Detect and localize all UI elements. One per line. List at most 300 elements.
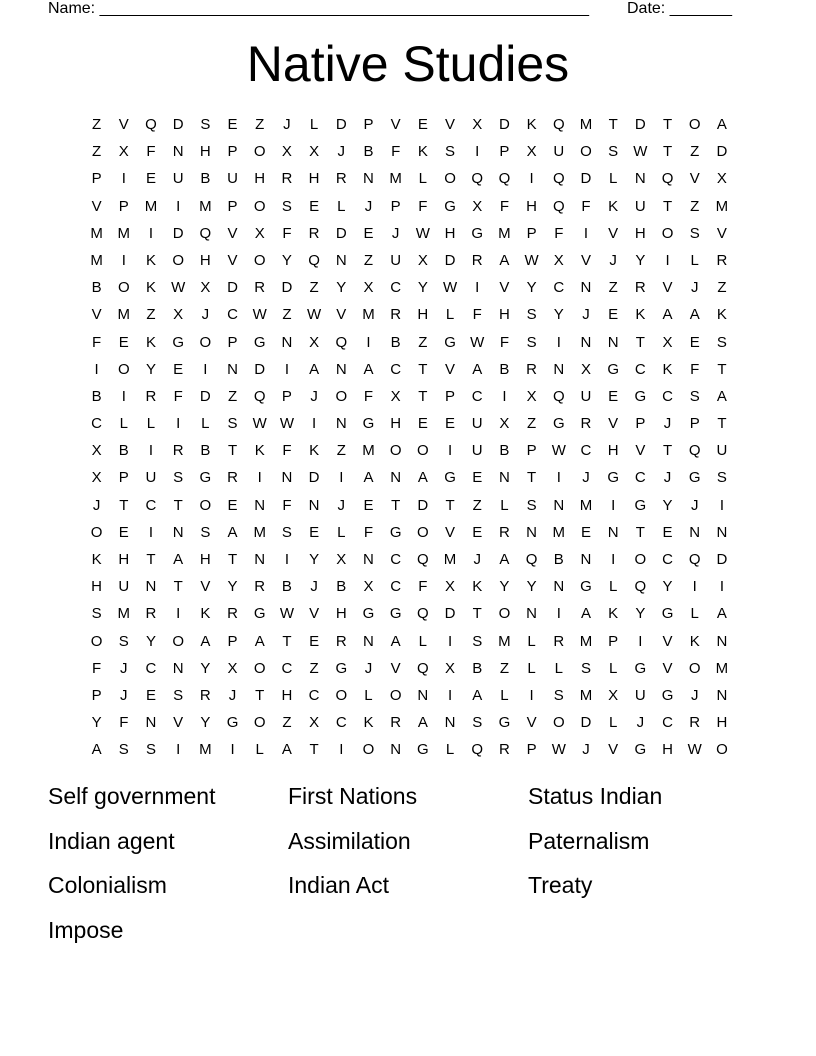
grid-letter: C [145, 496, 157, 514]
grid-letter: U [471, 442, 483, 460]
grid-letter: Z [418, 333, 428, 351]
grid-letter: D [335, 224, 347, 242]
grid-letter: N [607, 333, 619, 351]
grid-letter: X [91, 442, 102, 460]
grid-letter: S [580, 659, 591, 677]
grid-letter: L [119, 415, 128, 433]
grid-letter: E [227, 496, 238, 514]
grid-letter: L [364, 686, 373, 704]
grid-letter: H [91, 578, 103, 596]
word-list [48, 782, 768, 960]
grid-letter: Y [200, 714, 211, 732]
grid-letter: G [688, 469, 701, 487]
grid-letter: W [633, 143, 648, 161]
grid-letter: R [580, 415, 592, 433]
grid-letter: W [470, 333, 485, 351]
grid-letter: Y [145, 360, 156, 378]
grid-letter: D [417, 496, 429, 514]
grid-letter: I [447, 632, 453, 650]
grid-letter: J [283, 116, 291, 133]
grid-letter: A [200, 632, 211, 650]
grid-letter: J [310, 387, 318, 405]
grid-letter: P [526, 741, 537, 759]
grid-letter: X [553, 251, 564, 269]
grid-letter: E [145, 170, 156, 188]
grid-letter: E [689, 333, 700, 351]
grid-letter: Q [417, 659, 429, 677]
grid-letter: S [91, 605, 102, 623]
grid-letter: Z [363, 251, 374, 269]
grid-letter: N [172, 523, 184, 541]
grid-letter: B [363, 143, 374, 161]
grid-letter: S [118, 741, 129, 759]
grid-letter: K [526, 116, 537, 133]
grid-letter: S [689, 387, 700, 405]
grid-letter: G [580, 578, 592, 596]
grid-letter: S [118, 632, 129, 650]
grid-letter: A [472, 686, 483, 704]
grid-letter: T [662, 143, 673, 161]
grid-letter: S [145, 741, 156, 759]
grid-letter: B [200, 170, 211, 188]
grid-letter: P [227, 632, 238, 650]
grid-letter: V [635, 442, 646, 460]
grid-letter: Z [309, 659, 319, 677]
grid-letter: O [253, 143, 266, 161]
grid-letter: M [90, 224, 103, 242]
grid-letter: Z [227, 387, 238, 405]
grid-letter: V [445, 523, 456, 541]
grid-letter: I [176, 197, 181, 215]
grid-letter: K [200, 605, 211, 623]
grid-letter: T [309, 741, 319, 759]
grid-letter: T [227, 442, 238, 460]
grid-letter: X [281, 143, 292, 161]
grid-letter: Z [608, 279, 618, 297]
grid-letter: Y [309, 551, 320, 568]
grid-letter: I [176, 415, 181, 433]
grid-letter: D [227, 279, 238, 297]
grid-letter: I [447, 442, 453, 460]
grid-letter: K [363, 714, 374, 732]
grid-letter: K [635, 306, 646, 324]
grid-letter: E [363, 224, 374, 242]
grid-letter: X [336, 551, 347, 568]
grid-letter: T [662, 197, 673, 215]
grid-letter: K [662, 360, 673, 378]
grid-letter: G [389, 605, 402, 623]
grid-letter: Z [146, 306, 156, 324]
grid-letter: J [609, 251, 617, 269]
grid-letter: F [581, 197, 591, 215]
grid-letter: B [118, 442, 129, 460]
grid-letter: T [418, 387, 428, 405]
grid-letter: N [335, 415, 347, 433]
grid-letter: J [690, 496, 699, 514]
grid-letter: A [363, 360, 374, 378]
grid-letter: N [553, 496, 565, 514]
grid-letter: X [716, 170, 727, 188]
grid-letter: Z [472, 496, 482, 514]
grid-letter: R [227, 469, 238, 487]
grid-letter: R [498, 523, 510, 541]
grid-letter: L [146, 415, 156, 433]
grid-letter: G [226, 714, 239, 732]
grid-letter: I [583, 224, 589, 242]
grid-letter: T [255, 686, 265, 704]
grid-letter: G [389, 523, 402, 541]
grid-letter: R [335, 632, 347, 650]
grid-letter: A [91, 741, 102, 759]
grid-letter: X [390, 387, 401, 405]
grid-letter: A [499, 251, 510, 269]
grid-letter: F [146, 143, 156, 161]
grid-letter: I [339, 741, 344, 759]
grid-letter: T [227, 551, 238, 568]
grid-letter: P [91, 686, 102, 704]
grid-letter: D [172, 224, 184, 242]
grid-letter: A [580, 605, 591, 623]
grid-letter: K [145, 333, 156, 351]
grid-letter: Z [309, 279, 319, 297]
grid-letter: I [148, 523, 154, 541]
grid-letter: I [665, 251, 670, 269]
grid-letter: A [390, 632, 401, 650]
grid-letter: H [444, 224, 456, 242]
word-list-item: First Nations [288, 783, 418, 809]
grid-letter: M [362, 442, 375, 460]
word-list-item: Paternalism [528, 827, 650, 854]
grid-letter: N [281, 469, 293, 487]
grid-letter: P [227, 197, 238, 215]
grid-letter: J [690, 686, 699, 704]
grid-letter: Q [417, 605, 429, 623]
grid-letter: J [120, 686, 128, 704]
grid-letter: I [502, 387, 507, 405]
word-list-item: Indian agent [48, 827, 175, 854]
grid-letter: A [281, 741, 292, 759]
grid-letter: C [634, 360, 646, 378]
grid-letter: E [118, 333, 129, 351]
grid-letter: P [526, 224, 537, 242]
grid-letter: X [526, 143, 537, 161]
grid-letter: D [716, 551, 728, 568]
grid-letter: Y [145, 632, 156, 650]
grid-letter: L [690, 605, 699, 623]
grid-letter: G [634, 741, 647, 759]
grid-letter: N [281, 333, 293, 351]
grid-letter: N [390, 741, 402, 759]
grid-letter: T [717, 360, 727, 378]
grid-letter: U [471, 415, 483, 433]
grid-letter: M [199, 197, 212, 215]
grid-letter: V [227, 224, 238, 242]
grid-letter: C [335, 714, 347, 732]
grid-letter: E [608, 387, 619, 405]
grid-letter: N [498, 469, 510, 487]
grid-letter: L [500, 496, 509, 514]
grid-letter: G [634, 659, 647, 677]
grid-letter: L [337, 523, 346, 541]
grid-letter: Z [336, 442, 346, 460]
grid-letter: R [390, 306, 402, 324]
grid-letter: Q [145, 116, 157, 133]
grid-letter: H [662, 741, 673, 759]
grid-letter: B [553, 551, 564, 568]
grid-letter: K [91, 551, 102, 568]
grid-letter: Z [717, 279, 727, 297]
grid-letter: V [716, 224, 727, 242]
grid-letter: X [662, 333, 673, 351]
letter-grid [83, 114, 736, 767]
grid-letter: S [227, 415, 238, 433]
grid-letter: W [415, 224, 430, 242]
grid-letter: R [145, 387, 157, 405]
grid-letter: N [363, 632, 374, 650]
grid-letter: Q [552, 170, 565, 188]
grid-letter: I [719, 496, 724, 514]
grid-letter: L [255, 741, 264, 759]
grid-letter: E [309, 632, 320, 650]
grid-letter: P [526, 442, 537, 460]
grid-letter: D [580, 170, 592, 188]
grid-letter: Y [281, 251, 292, 269]
grid-letter: Q [525, 551, 538, 568]
grid-letter: V [118, 116, 129, 133]
grid-letter: X [309, 143, 320, 161]
grid-letter: C [390, 551, 402, 568]
grid-letter: R [689, 714, 701, 732]
grid-letter: R [254, 578, 266, 596]
grid-letter: C [227, 306, 238, 324]
grid-letter: B [499, 442, 510, 460]
grid-letter: N [417, 686, 429, 704]
grid-letter: W [551, 741, 566, 759]
grid-letter: G [253, 605, 266, 623]
grid-letter: T [608, 116, 618, 133]
grid-letter: H [390, 415, 402, 433]
grid-letter: V [499, 279, 510, 297]
grid-letter: I [203, 360, 208, 378]
grid-letter: Z [282, 714, 292, 732]
grid-letter: W [442, 279, 458, 297]
grid-letter: S [472, 714, 483, 732]
grid-letter: T [146, 551, 156, 568]
grid-letter: I [121, 170, 126, 188]
grid-letter: E [309, 523, 320, 541]
grid-letter: K [309, 442, 320, 460]
grid-letter: J [228, 686, 237, 704]
grid-letter: L [500, 686, 509, 704]
grid-letter: S [526, 306, 537, 324]
grid-letter: G [607, 469, 619, 487]
grid-letter: I [176, 741, 181, 759]
grid-letter: Y [499, 578, 510, 596]
grid-letter: R [199, 686, 211, 704]
grid-letter: W [279, 605, 294, 623]
grid-letter: M [144, 197, 158, 215]
grid-letter: O [90, 632, 103, 650]
grid-letter: K [254, 442, 265, 460]
grid-letter: J [582, 469, 590, 487]
grid-letter: O [117, 279, 130, 297]
grid-letter: O [90, 523, 103, 541]
grid-letter: O [172, 251, 184, 269]
grid-letter: L [337, 197, 346, 215]
word-list-item: Status Indian [528, 783, 663, 809]
grid-letter: T [662, 116, 673, 133]
grid-letter: O [253, 197, 266, 215]
grid-letter: M [579, 632, 593, 650]
grid-letter: I [611, 496, 616, 514]
grid-letter: J [364, 659, 373, 677]
grid-letter: X [445, 659, 456, 677]
grid-letter: W [252, 415, 267, 433]
grid-letter: C [662, 551, 673, 568]
grid-letter: S [173, 469, 184, 487]
grid-letter: O [417, 523, 429, 541]
grid-letter: F [418, 578, 428, 596]
grid-letter: L [445, 741, 455, 759]
grid-letter: W [171, 279, 186, 297]
grid-letter: G [362, 415, 375, 433]
grid-letter: D [281, 279, 293, 297]
grid-letter: P [499, 143, 510, 161]
grid-letter: R [254, 279, 266, 297]
grid-letter: V [336, 306, 347, 324]
grid-letter: I [121, 251, 126, 269]
grid-letter: K [417, 143, 428, 161]
grid-letter: C [390, 360, 402, 378]
word-list-item: Self government [48, 783, 216, 809]
grid-letter: S [200, 116, 211, 133]
grid-letter: T [527, 469, 537, 487]
grid-letter: Q [471, 741, 484, 759]
grid-letter: G [607, 360, 619, 378]
grid-letter: U [634, 686, 646, 704]
grid-letter: S [526, 496, 537, 514]
grid-letter: E [363, 496, 374, 514]
grid-letter: Y [635, 605, 646, 623]
grid-letter: C [471, 387, 483, 405]
grid-letter: P [227, 333, 238, 351]
grid-letter: O [253, 659, 266, 677]
grid-letter: X [445, 578, 456, 596]
grid-letter: E [227, 116, 238, 133]
grid-letter: A [472, 360, 483, 378]
grid-letter: X [580, 360, 591, 378]
grid-letter: J [337, 143, 346, 161]
grid-letter: X [472, 116, 483, 133]
grid-letter: E [417, 415, 428, 433]
grid-letter: N [716, 523, 728, 541]
grid-letter: W [252, 306, 267, 324]
grid-letter: L [608, 714, 618, 732]
grid-letter: H [281, 686, 293, 704]
grid-letter: J [582, 741, 590, 759]
grid-letter: V [309, 605, 320, 623]
grid-letter: P [689, 415, 700, 433]
grid-letter: M [715, 659, 729, 677]
grid-letter: I [529, 170, 534, 188]
grid-letter: O [335, 387, 348, 405]
grid-letter: U [580, 387, 592, 405]
grid-letter: S [445, 143, 456, 161]
grid-letter: U [227, 170, 238, 188]
grid-letter: O [253, 714, 266, 732]
grid-letter: V [608, 224, 619, 242]
grid-letter: O [362, 741, 375, 759]
grid-letter: S [472, 632, 483, 650]
grid-letter: G [444, 333, 456, 351]
grid-letter: M [253, 523, 266, 541]
grid-letter: G [661, 686, 674, 704]
grid-letter: B [91, 387, 102, 405]
grid-letter: A [716, 116, 727, 133]
grid-letter: I [148, 442, 154, 460]
grid-letter: A [689, 306, 700, 324]
grid-letter: R [498, 741, 510, 759]
grid-letter: J [473, 551, 481, 568]
grid-letter: I [556, 333, 561, 351]
grid-letter: S [281, 197, 292, 215]
grid-letter: F [554, 224, 564, 242]
grid-letter: H [716, 714, 728, 732]
grid-letter: A [662, 306, 673, 324]
grid-letter: H [634, 224, 646, 242]
grid-letter: L [201, 415, 210, 433]
grid-letter: N [689, 523, 701, 541]
grid-letter: F [92, 659, 102, 677]
grid-letter: I [366, 333, 371, 351]
grid-letter: S [689, 224, 700, 242]
grid-letter: O [688, 659, 701, 677]
grid-letter: M [498, 632, 511, 650]
grid-letter: Y [662, 496, 673, 514]
grid-letter: T [119, 496, 129, 514]
grid-letter: D [308, 469, 320, 487]
grid-letter: G [362, 605, 375, 623]
grid-letter: I [638, 632, 643, 650]
grid-letter: A [716, 387, 727, 405]
grid-letter: Z [282, 306, 292, 324]
grid-letter: W [687, 741, 702, 759]
grid-letter: R [390, 714, 402, 732]
grid-letter: V [91, 306, 102, 324]
grid-letter: C [553, 279, 565, 297]
grid-letter: S [526, 333, 537, 351]
grid-letter: F [690, 360, 700, 378]
grid-letter: G [335, 659, 348, 677]
grid-letter: K [145, 279, 156, 297]
grid-letter: U [716, 442, 728, 460]
grid-letter: F [418, 197, 428, 215]
grid-letter: R [335, 170, 347, 188]
grid-letter: F [472, 306, 482, 324]
grid-letter: M [362, 306, 375, 324]
grid-letter: H [118, 551, 130, 568]
grid-letter: W [524, 251, 539, 269]
grid-letter: D [199, 387, 211, 405]
grid-letter: E [472, 523, 483, 541]
grid-letter: F [499, 333, 509, 351]
grid-letter: H [254, 170, 266, 188]
grid-letter: U [118, 578, 130, 596]
grid-letter: V [445, 360, 456, 378]
grid-letter: J [120, 659, 128, 677]
grid-letter: S [553, 686, 564, 704]
word-list-item: Indian Act [288, 872, 390, 898]
